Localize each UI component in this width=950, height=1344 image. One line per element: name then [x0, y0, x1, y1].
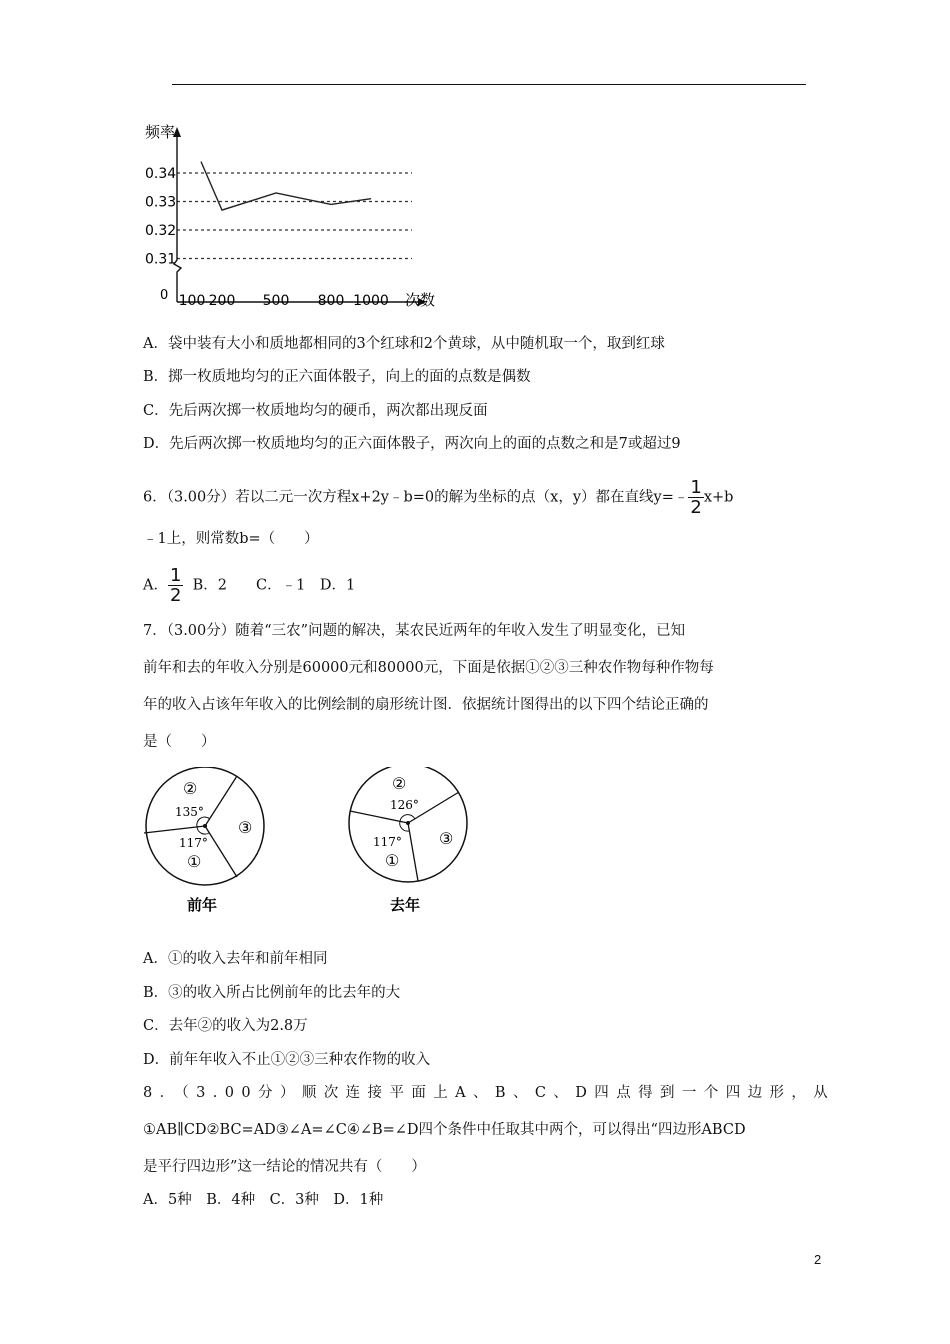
pie-before-angle-1: 117°: [179, 836, 208, 850]
pie-last-radius-left: [350, 811, 408, 823]
q6-option-a-num: 1: [169, 565, 182, 586]
q7-option-c: C．去年②的收入为2.8万: [143, 1018, 308, 1034]
frequency-series-line: [201, 162, 371, 211]
q8-stem-line3: 是平行四边形”这一结论的情况共有（ ）: [143, 1159, 426, 1175]
q7-stem-line1: 7．（3.00分）随着“三农”问题的解决，某农民近两年的年收入发生了明显变化，已知: [143, 623, 686, 639]
y-tick-label-1: 0.33: [145, 194, 177, 211]
pie-last-label-1: ①: [385, 851, 400, 870]
q6-frac-den: 2: [690, 497, 702, 518]
pie-chart-before-last-year: [143, 767, 343, 917]
frequency-line-chart: [140, 115, 450, 315]
page-number: 2: [814, 1252, 822, 1267]
q6-option-rest: B．2 C．﹣1 D．1: [192, 577, 356, 594]
pie-chart-last-year: [348, 767, 548, 917]
origin-label: 0: [160, 288, 169, 303]
y-axis: [174, 133, 181, 302]
pie-last-label-2: ②: [392, 774, 407, 793]
q7-option-d: D．前年年收入不止①②③三种农作物的收入: [143, 1052, 431, 1068]
x-tick-label-0: 100: [178, 293, 206, 309]
pie-last-label-3: ③: [439, 829, 454, 848]
pie-before-radius-right-lower: [205, 826, 237, 877]
x-tick-label-4: 1000: [353, 293, 389, 309]
q6-options: [143, 566, 355, 605]
pie-last-caption: 去年: [390, 896, 421, 914]
q5-option-d: D．先后两次掷一枚质地均匀的正六面体骰子，两次向上的面的点数之和是7或超过9: [143, 436, 681, 452]
x-axis-title: 次数: [405, 291, 436, 309]
pie-before-label-1: ①: [187, 852, 202, 871]
header-rule: [172, 84, 806, 85]
q6-stem-line1: [143, 478, 733, 517]
q6-frac-num: 1: [690, 477, 702, 498]
pie-before-radius-left: [144, 826, 205, 833]
q6-stem-line2: ﹣1上，则常数b=（ ）: [143, 531, 319, 547]
y-tick-labels: [145, 166, 176, 268]
x-tick-label-3: 800: [317, 293, 345, 309]
pie-last-center: [406, 821, 410, 825]
q7-option-b: B．③的收入所占比例前年的比去年的大: [143, 985, 401, 1001]
q6-option-a-den: 2: [169, 585, 182, 606]
pie-before-label-3: ③: [238, 818, 253, 837]
q8-stem-line2: ①AB∥CD②BC=AD③∠A=∠C④∠B=∠D四个条件中任取其中两个，可以得出“四边形ABCD: [143, 1122, 746, 1138]
x-tick-label-2: 500: [262, 293, 290, 309]
q6-stem-part2: x+b: [703, 489, 734, 506]
x-tick-labels: [179, 293, 389, 309]
pie-last-radius-bottom: [408, 823, 418, 881]
y-tick-label-3: 0.31: [145, 251, 177, 268]
q7-stem-line4: 是（ ）: [143, 734, 216, 750]
y-tick-label-0: 0.34: [145, 166, 177, 182]
pie-before-label-2: ②: [183, 779, 198, 798]
y-axis-title: 频率: [145, 123, 176, 141]
q6-fraction: [688, 478, 703, 517]
q8-options: A．5种 B．4种 C．3种 D．1种: [143, 1192, 384, 1208]
pie-before-caption: 前年: [187, 896, 218, 914]
q6-stem-part1: 6．（3.00分）若以二元一次方程x+2y﹣b=0的解为坐标的点（x，y）都在直线y=﹣: [143, 489, 689, 506]
q5-option-a: A．袋中装有大小和质地都相同的3个红球和2个黄球，从中随机取一个，取到红球: [143, 336, 665, 352]
y-tick-label-2: 0.32: [145, 223, 177, 239]
pie-last-angle-2: 126°: [390, 798, 419, 812]
q5-option-c: C．先后两次掷一枚质地均匀的硬币，两次都出现反面: [143, 403, 488, 419]
q6-option-a-prefix: A．: [143, 577, 168, 594]
pie-before-center: [203, 824, 207, 828]
q7-option-a: A．①的收入去年和前年相同: [143, 951, 328, 967]
q5-option-b: B．掷一枚质地均匀的正六面体骰子，向上的面的点数是偶数: [143, 369, 531, 385]
pie-before-angle-2: 135°: [175, 805, 204, 819]
q7-stem-line3: 年的收入占该年年收入的比例绘制的扇形统计图．依据统计图得出的以下四个结论正确的: [143, 697, 709, 713]
q8-stem-line1: 8．（3.00分）顺次连接平面上A、B、C、D四点得到一个四边形，从: [143, 1085, 836, 1101]
q7-stem-line2: 前年和去的年收入分别是60000元和80000元，下面是依据①②③三种农作物每种作物每: [143, 660, 714, 676]
pie-last-angle-1: 117°: [373, 835, 402, 849]
x-tick-label-1: 200: [208, 293, 236, 309]
q6-option-a-fraction: [168, 566, 183, 605]
